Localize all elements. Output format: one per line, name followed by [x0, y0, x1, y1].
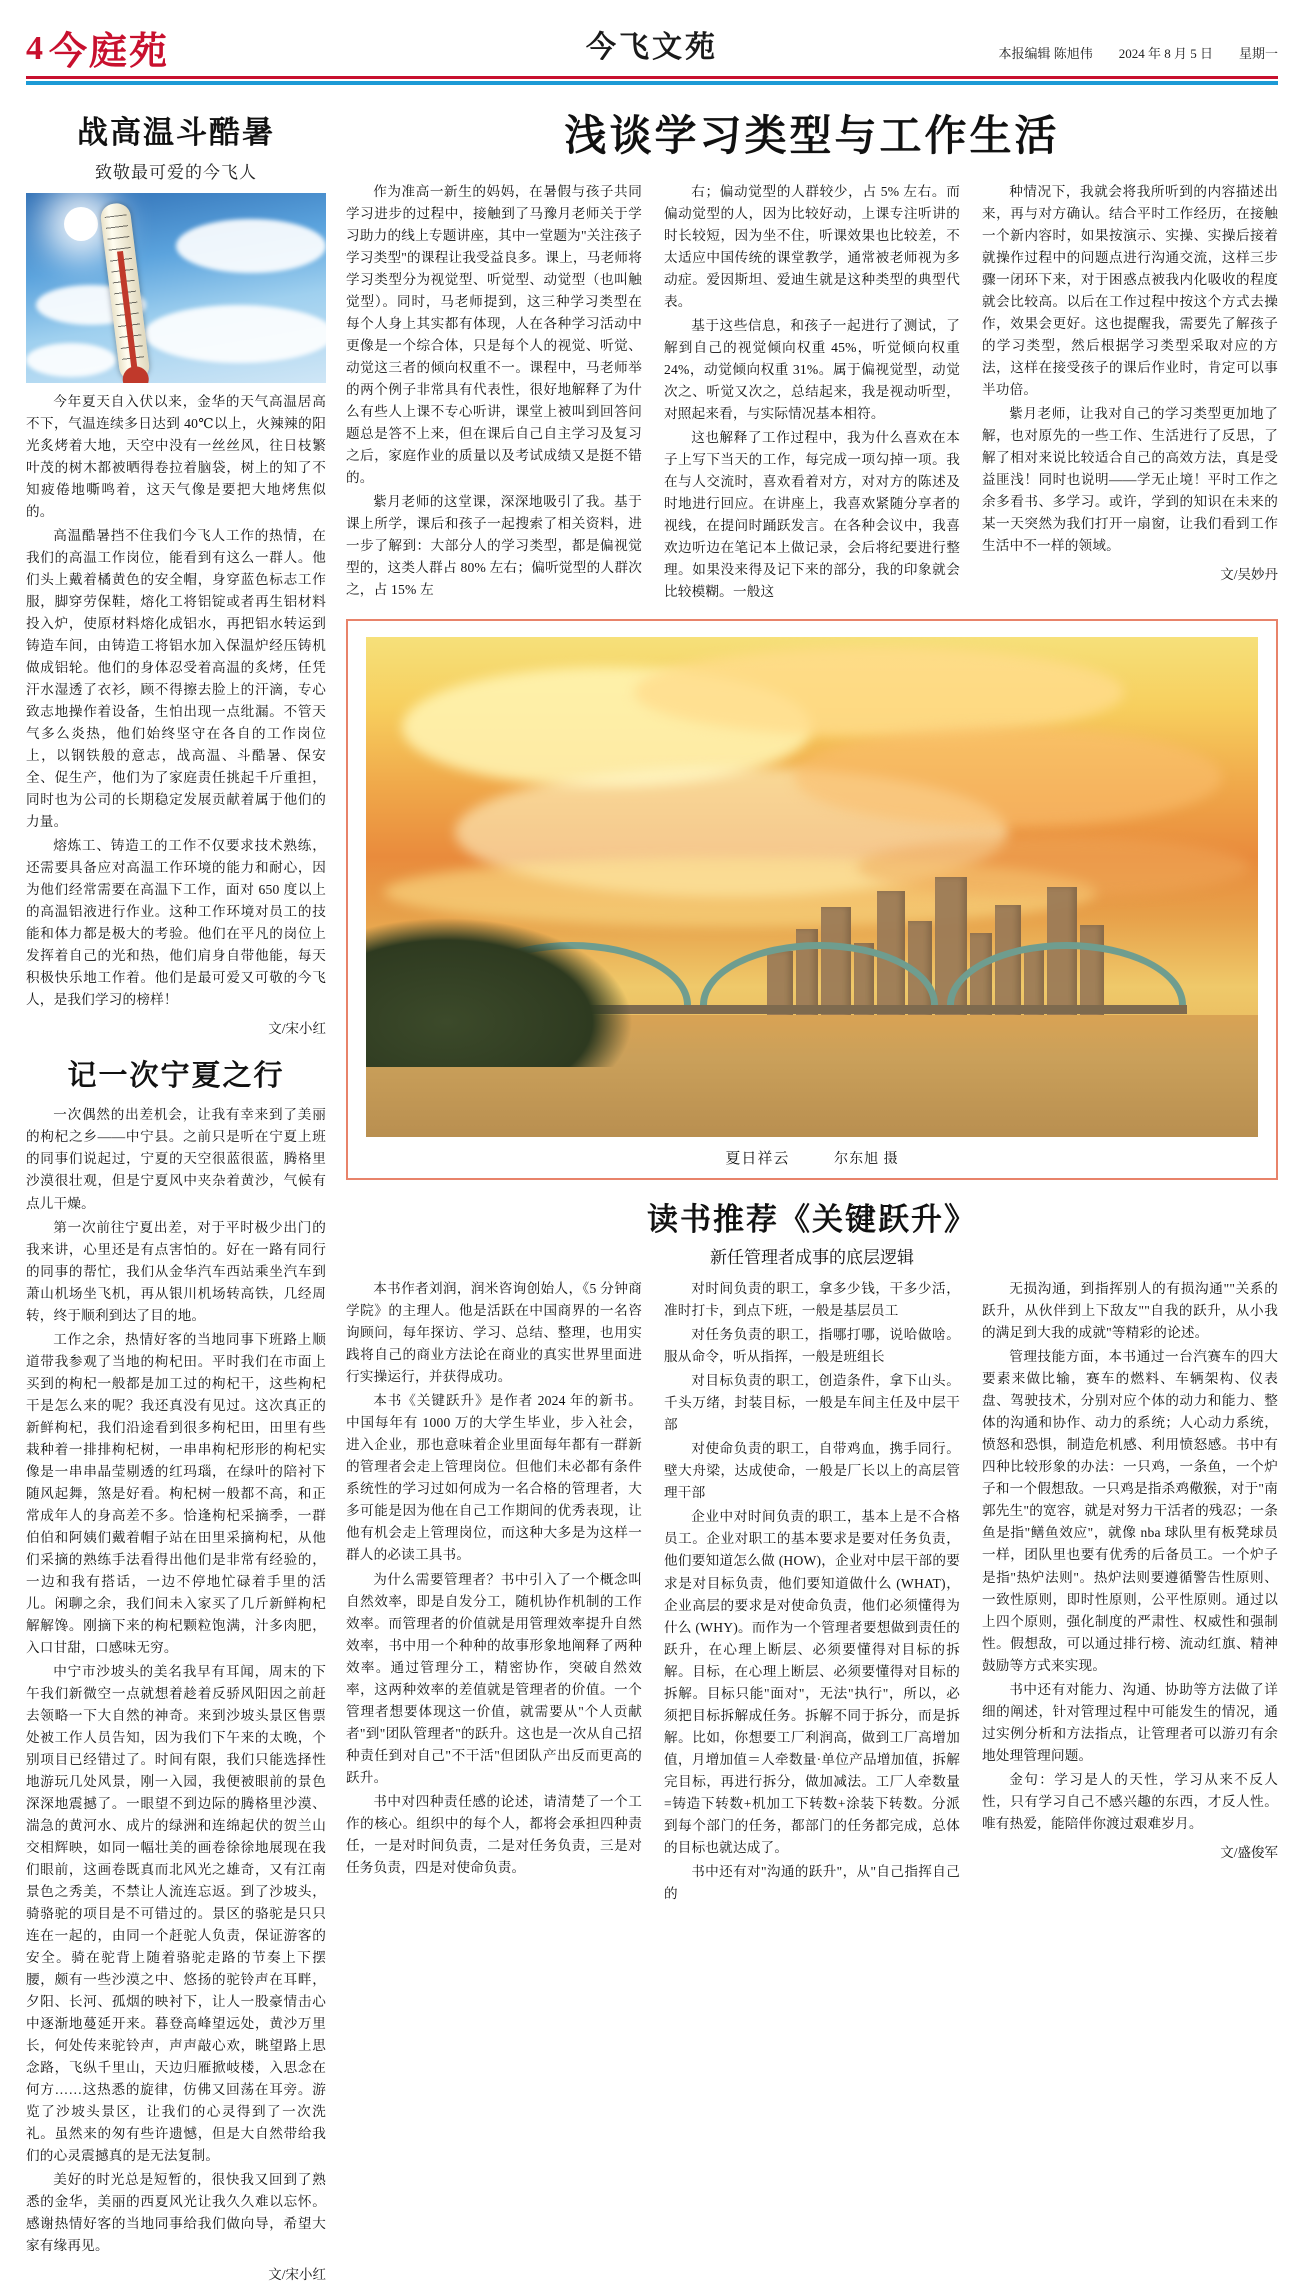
article1-headline: 战高温斗酷暑	[77, 115, 275, 150]
cloud-shape	[794, 727, 1222, 827]
book-column	[346, 1278, 642, 1906]
article2-byline: 文/宋小红	[268, 2267, 326, 2283]
article2-paragraph: 第一次前往宁夏出差，对于平时极少出门的我来讲，心里还是有点害怕的。好在一路有同行的同事的帮忙，我们从金华汽车西站乘坐汽车到萧山机场坐飞机，再从银川机场转高铁，几经周转，终于顺利到达了目的地。	[26, 1219, 326, 1323]
book-paragraph: 对使命负责的职工，自带鸡血，携手同行。壁大舟梁，达成使命，一般是厂长以上的高层管理干部	[664, 1441, 960, 1501]
book-columns	[346, 1278, 1278, 1906]
book-paragraph: 书中还有对"沟通的跃升"，从"自己指挥自己的	[664, 1863, 960, 1901]
article1-paragraph: 今年夏天自入伏以来，金华的天气高温居高不下，气温连续多日达到 40℃以上，火辣辣的阳光炙烤着大地，天空中没有一丝丝风，往日枝繁叶茂的树木都被晒得卷拉着脑袋，树上的知了不知疲倦地嘶鸣着，这天气像是要把大地烤焦似的。	[26, 394, 326, 520]
main-article-headline: 浅谈学习类型与工作生活	[564, 114, 1060, 160]
main-paragraph: 基于这些信息，和孩子一起进行了测试，了解到自己的视觉倾向权重 45%，听觉倾向权重 24%，动觉倾向权重 31%。属于偏视觉型，动觉次之、听觉又次之，总结起来，我是视动听型，对照起来看，与实际情况基本相符。	[664, 318, 960, 422]
main-article-byline: 文/吴妙丹	[1220, 567, 1278, 583]
article1-paragraph: 熔炼工、铸造工的工作不仅要求技术熟练，还需要具备应对高温工作环境的能力和耐心，因为他们经常需要在高温下工作，面对 650 度以上的高温铝液进行作业。这种工作环境对员工的技能和体力都是极大的考验。他们在平凡的岗位上发挥着自己的光和热，他们肩身自带他能，每天积极快乐地工作着。他们是最可爱又可敬的今飞人，是我们学习的榜样！	[26, 838, 326, 1008]
book-paragraph: 为什么需要管理者？书中引入了一个概念叫自然效率，即是自发分工，随机协作机制的工作效率。而管理者的价值就是用管理效率提升自然效率，书中用一个种种的故事形象地阐释了两种效率。通过管理分工，精密协作，突破自然效率，这两种效率的差值就是管理者的价值。一个管理者想要体现这一价值，就需要从"个人贡献者"到"团队管理者"的跃升。这也是一次从自己招种责任到对自己"不干活"但团队产出反而更高的跃升。	[346, 1571, 642, 1785]
book-paragraph: 对时间负责的职工，拿多少钱，干多少活，准时打卡，到点下班，一般是基层员工	[664, 1281, 960, 1319]
book-paragraph: 企业中对时间负责的职工，基本上是不合格员工。企业对职工的基本要求是要对任务负责，他们要知道怎么做 (HOW)，企业对中层干部的要求是对目标负责，他们要知道做什么 (WHAT)，企业高层的要求是对使命负责，他们必须懂得为什么 (WHY)。而作为一个管理者要想做到责任的跃升，在心理上断层、必须要懂得对目标的拆解。目标，在心理上断层、必须要懂得对目标的拆解。目标只能"面对"，无法"执行"，所以，必须把目标拆解成任务。拆解不同于拆分，而是拆解。比如，你想要工厂利润高，做到工厂高增加值，月增加值＝人牵数量·单位产品增加值，拆解完目标，再进行拆分，做加减法。工厂人牵数量=铸造下转数+机加工下转数+涂装下转数。分派到每个部门的任务，都部门的任务都完成，总体的目标也就达成了。	[664, 1509, 960, 1855]
masthead	[26, 0, 1278, 72]
article2-headline: 记一次宁夏之行	[67, 1060, 285, 1093]
paper-logo: 今庭苑	[49, 28, 170, 73]
cloud-shape	[176, 219, 326, 273]
foreground-trees	[366, 917, 634, 1067]
cloud-shape	[144, 305, 326, 363]
photo-block	[346, 619, 1278, 1180]
page-content	[26, 99, 1278, 2283]
right-column	[346, 99, 1278, 2283]
main-article-column	[346, 181, 642, 605]
issue-date: 2024 年 8 月 5 日	[1118, 46, 1213, 61]
editor-info	[998, 43, 1092, 62]
article2-paragraph: 工作之余，热情好客的当地同事下班路上顺道带我参观了当地的枸杞田。平时我们在市面上买到的枸杞一般都是加工过的枸杞干，这些枸杞干是怎么来的呢？我还真没有见过。这次真正的新鲜枸杞，我们沿途看到很多枸杞田，田里有些栽种着一排排枸杞树，一串串枸杞形形的枸杞实像是一串串晶莹剔透的红玛瑙，在绿叶的陪衬下随风起舞，煞是好看。枸杞树一般都不高，和正常成年人的身高差不多。恰逢枸杞采摘季，一群伯伯和阿姨们戴着帽子站在田里采摘枸杞，从他们采摘的熟练手法看得出他们是非常有经验的，一边和我有搭话，一边不停地忙碌着手里的活儿。闲聊之余，我们间未入家买了几斤新鲜枸杞解解馋。刚摘下来的枸杞颗粒饱满，汁多肉肥，入口甘甜，口感味无穷。	[26, 1331, 326, 1655]
book-paragraph: 无损沟通，到指挥别人的有损沟通""关系的跃升，从伙伴到上下敌友""自我的跃升，从小我的满足到大我的成就"等精彩的论述。	[982, 1281, 1278, 1341]
article1-subhead: 致敬最可爱的今飞人	[95, 163, 257, 182]
sun-icon	[64, 207, 98, 241]
cloud-shape	[26, 343, 116, 377]
blue-divider	[26, 81, 1278, 85]
issue-weekday: 星期一	[1238, 46, 1278, 61]
main-paragraph: 作为准高一新生的妈妈，在暑假与孩子共同学习进步的过程中，接触到了马豫月老师关于学习助力的线上专题讲座，其中一堂题为"关注孩子学习类型"的课程让我受益良多。课上，马老师将学习类型分为视觉型、听觉型、动觉型（也叫触觉型）。同时，马老师提到，这三种学习类型在每个人身上其实都有体现，人在各种学习活动中更像是一个综合体，只是每个人的视觉、听觉、动觉这三者的倾向权重不一。课程中，马老师举的两个例子非常具有代表性，很好地解释了为什么有些人上课不专心听讲，课堂上被叫到回答问题总是答不上来，但在课后自己自主学习及复习之后，家庭作业的质量以及考试成绩又是挺不错的。	[346, 184, 642, 486]
book-paragraph: 金句：学习是人的天性，学习从来不反人性，只有学习自己不感兴趣的东西，才反人性。唯有热爱，能陪伴你渡过艰难岁月。	[982, 1771, 1278, 1831]
main-paragraph: 紫月老师，让我对自己的学习类型更加地了解，也对原先的一些工作、生活进行了反思，了解了相对来说比较适合自己的高效方法，真是受益匪浅！同时也说明——学无止境！平时工作之余多看书、多学习。或许，学到的知识在未来的某一天突然为我们打开一扇窗，让我们看到工作生活中不一样的领域。	[982, 406, 1278, 554]
photo-caption-title: 夏日祥云	[725, 1151, 790, 1168]
book-subhead: 新任管理者成事的底层逻辑	[710, 1248, 914, 1268]
cloud-shape	[634, 647, 1125, 737]
main-article-columns	[346, 181, 1278, 605]
main-paragraph: 种情况下，我就会将我所听到的内容描述出来，再与对方确认。结合平时工作经历，在接触一个新内容时，如果按演示、实操、实操后接着就操作过程中的问题点进行沟通交流，这样三步骤一闭环下来，对于困惑点被我内化吸收的程度就会比较高。以后在工作过程中按这个方式去操作，效果会更好。这也提醒我，需要先了解孩子的学习类型，然后根据学习类型采取对应的方法，这样在接受孩子的课后作业时，肯定可以事半功倍。	[982, 184, 1278, 398]
book-byline: 文/盛俊军	[1220, 1844, 1278, 1860]
editor-name: 陈旭伟	[1053, 46, 1093, 61]
book-column	[664, 1278, 960, 1906]
main-paragraph: 紫月老师的这堂课，深深地吸引了我。基于课上所学，课后和孩子一起搜索了相关资料，进一步了解到：大部分人的学习类型，都是偏视觉型的，这类人群占 80% 左右；偏听觉型的人群次之，占 15% 左	[346, 494, 642, 598]
book-paragraph: 本书《关键跃升》是作者 2024 年的新书。中国每年有 1000 万的大学生毕业，步入社会，进入企业，那也意味着企业里面每年都有一群新的管理者会走上管理岗位。但他们未必都有条件系统性的学习过如何成为一名合格的管理者，大多可能是因为他在自己工作期间的优秀表现，让他有机会走上管理岗位，而这种大多是为这样一群人的必读工具书。	[346, 1393, 642, 1563]
photo-credit: 尔东旭 摄	[834, 1152, 899, 1168]
main-paragraph: 这也解释了工作过程中，我为什么喜欢在本子上写下当天的工作，每完成一项勾掉一项。我在与人交流时，喜欢看着对方，对对方的陈述及时地进行回应。在讲座上，我喜欢紧随分享者的视线，在提问时踊跃发言。在各种会议中，我喜欢边听边在笔记本上做记录，会后将纪要进行整理。如果没来得及记下来的部分，我的印象就会比较模糊。一般这	[664, 430, 960, 600]
page-number: 4	[26, 30, 43, 67]
main-article-column	[664, 181, 960, 605]
book-paragraph: 书中还有对能力、沟通、协助等方法做了详细的阐述，针对管理过程中可能发生的情况，通过实例分析和方法指点，让管理者可以游刃有余地处理管理问题。	[982, 1681, 1278, 1763]
main-article-column	[982, 181, 1278, 605]
thermometer-sky-photo	[26, 193, 326, 383]
article2-paragraph: 一次偶然的出差机会，让我有幸来到了美丽的枸杞之乡——中宁县。之前只是听在宁夏上班的同事们说起过，宁夏的天空很蓝很蓝，腾格里沙漠很壮观，但是宁夏风中夹杂着黄沙，气候有点儿干燥。	[26, 1107, 326, 1211]
article2-paragraph: 中宁市沙坡头的美名我早有耳闻，周末的下午我们新微空一点就想着趁着反骄风阳因之前赶去领略一下大自然的神奇。来到沙坡头景区售票处被工作人员告知，因为我们下午来的太晚，个别项目已经错过了。时间有限，我们只能选择性地游玩几处风景，刚一入园，我便被眼前的景色深深地震撼了。一眼望不到边际的腾格里沙漠、湍急的黄河水、成片的绿洲和连绵起伏的贺兰山交相辉映，如同一幅壮美的画卷徐徐地展现在我们眼前，这画卷既真而北风光之雄奇，又有江南景色之秀美，不禁让人流连忘返。到了沙坡头，骑骆驼的项目是不可错过的。景区的骆驼是只只连在一起的，由同一个赶驼人负责，保证游客的安全。骑在驼背上随着骆驼走路的节奏上下摆腰，颇有一些沙漠之中、悠扬的驼铃声在耳畔，夕阳、长河、孤烟的映衬下，让人一股豪情击心中逐渐地蔓延开来。暮登高峰望远处，黄沙万里长，何处传来驼铃声，声声敲心欢，眺望路上思念路，飞纵千里山，天边归雁掀岐楼，入思念在何方……这热悉的旋律，仿佛又回荡在耳旁。游览了沙坡头景区，让我们的心灵得到了一次洗礼。虽然来的匆有些许遗憾，但是大自然带给我们的心灵震撼真的是无法复制。	[26, 1663, 326, 2164]
book-paragraph: 本书作者刘润，润米咨询创始人，《5 分钟商学院》的主理人。他是活跃在中国商界的一名咨询顾问，每年探访、学习、总结、整理，也用实践将自己的商业方法论在商业的真实世界里面进行实操运行，并获得成功。	[346, 1281, 642, 1385]
article1-byline: 文/宋小红	[268, 1021, 326, 1037]
book-paragraph: 对任务负责的职工，指哪打哪，说哈做啥。服从命令，听从指挥，一般是班组长	[664, 1327, 960, 1365]
main-paragraph: 右；偏动觉型的人群较少，占 5% 左右。而偏动觉型的人，因为比较好动，上课专注听讲的时长较短，因为坐不住，听课效果也比较差，不太适应中国传统的课堂教学，通常被老师视为多动症。爱因斯坦、爱迪生就是这种类型的典型代表。	[664, 184, 960, 310]
left-column	[26, 99, 326, 2283]
editor-label: 本报编辑	[998, 46, 1051, 61]
book-headline: 读书推荐《关键跃升》	[647, 1202, 977, 1238]
book-paragraph: 书中对四种责任感的论述，请清楚了一个工作的核心。组织中的每个人，都将会承担四种责任，一是对时间负责，二是对任务负责，三是对任务负责，四是对使命负责。	[346, 1793, 642, 1875]
sunset-bridge-city-photo	[366, 637, 1258, 1137]
article1-paragraph: 高温酷暑挡不住我们今飞人工作的热情，在我们的高温工作岗位，能看到有这么一群人。他们头上戴着橘黄色的安全帽，身穿蓝色标志工作服，脚穿劳保鞋，熔化工将铝锭或者再生铝材料投入炉，使原材料熔化成铝水，再把铝水转运到铸造车间，由铸造工将铝水加入保温炉经压铸机做成铝轮。他们的身体忍受着高温的炙烤，任凭汗水湿透了衣衫，顾不得擦去脸上的汗滴，专心致志地操作着设备，生怕出现一点纰漏。不管天气多么炎热，他们始终坚守在各自的工作岗位上，以钢铁般的意志，战高温、斗酷暑、保安全、促生产，他们为了家庭责任挑起千斤重担，同时也为公司的长期稳定发展贡献着属于他们的力量。	[26, 528, 326, 830]
book-paragraph: 对目标负责的职工，创造条件，拿下山头。千头万绪，封装目标，一般是车间主任及中层干部	[664, 1373, 960, 1433]
section-title: 今飞文苑	[586, 31, 718, 64]
article2-paragraph: 美好的时光总是短暂的，很快我又回到了熟悉的金华，美丽的西夏风光让我久久难以忘怀。感谢热情好客的当地同事给我们做向导，希望大家有缘再见。	[26, 2172, 326, 2254]
book-paragraph: 管理技能方面，本书通过一台汽赛车的四大要素来做比输，赛车的燃料、车辆架构、仪表盘、驾驶技术，分别对应个体的动力和能力、整体的沟通和协作、动力的系统；人心动力系统，愤怒和恐惧，制造危机感、利用愤怒感。书中有四种比较形象的办法：一只鸡，一条鱼，一个炉子和一个假想敌。一只鸡是指杀鸡儆猴，对于"南郭先生"的宽容，就是对努力干活者的残忍；一条鱼是指"鳝鱼效应"，就像 nba 球队里有板凳球员一样，团队里也要有优秀的后备员工。一个炉子是指"热炉法则"。热炉法则要遵循警告性原则、一致性原则，即时性原则，公平性原则。通过以上四个原则，强化制度的严肃性、权威性和强制性。假想敌，可以通过排行榜、流动红旗、精神鼓励等方式来实现。	[982, 1349, 1278, 1673]
photo-caption-row	[366, 1147, 1258, 1168]
masthead-meta	[998, 43, 1278, 62]
book-column	[982, 1278, 1278, 1906]
red-divider	[26, 76, 1278, 79]
